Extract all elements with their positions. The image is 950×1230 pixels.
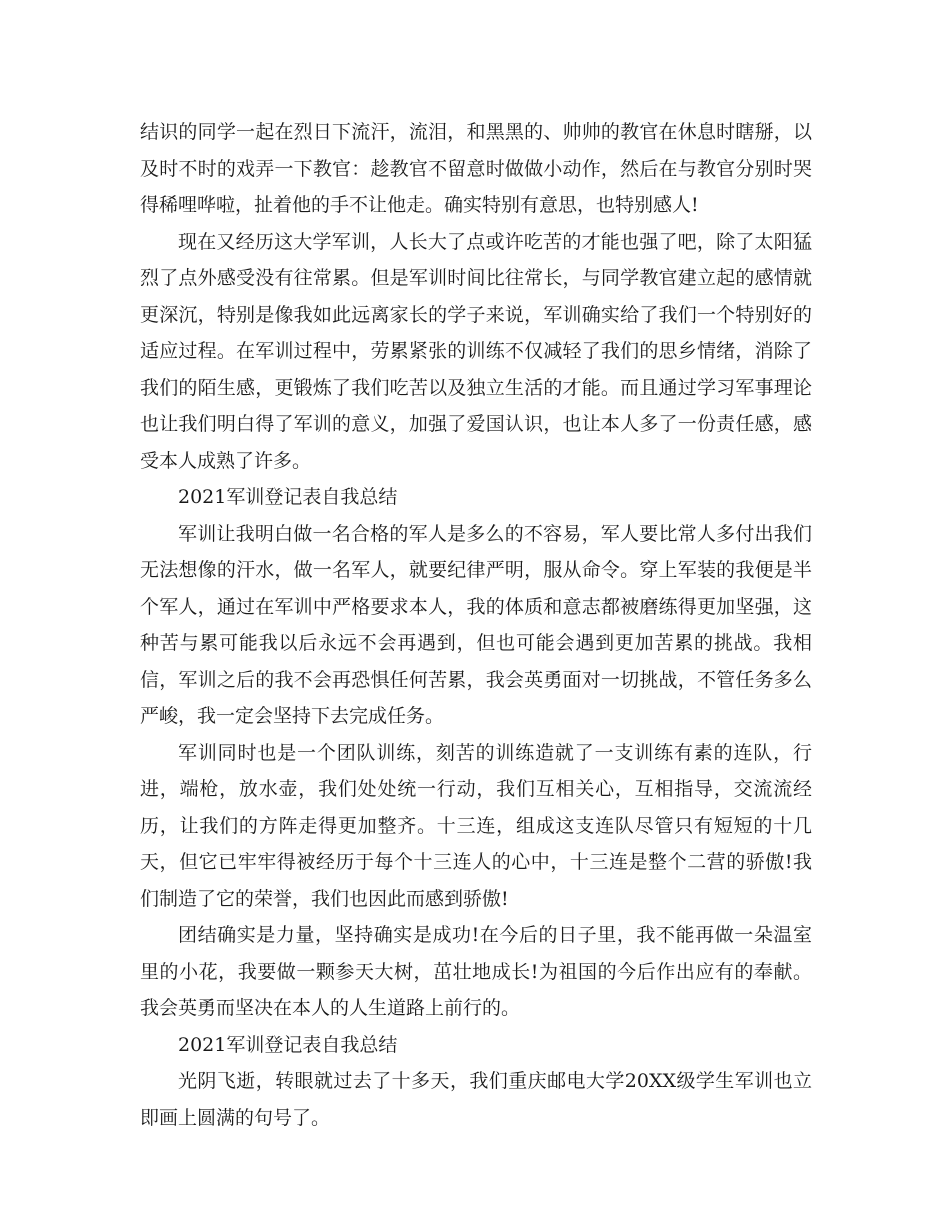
section-heading-2: 2021军训登记表自我总结: [178, 1033, 398, 1056]
paragraph-continuation: 结识的同学一起在烈日下流汗，流泪，和黑黑的、帅帅的教官在休息时瞎掰，以及时不时的戏弄一下教官：趁教官不留意时做做小动作，然后在与教官分别时哭得稀哩哗啦，扯着他的手不让他走。确实特别有意思，也特别感人!: [140, 121, 812, 216]
paragraph-qualified-soldier: 军训让我明白做一名合格的军人是多么的不容易，军人要比常人多付出我们无法想像的汗水，做一名军人，就要纪律严明，服从命令。穿上军装的我便是半个军人，通过在军训中严格要求本人，我的体质和意志都被磨练得更加坚强，这种苦与累可能我以后永远不会再遇到，但也可能会遇到更加苦累的挑战。我相信，军训之后的我不会再恐惧任何苦累，我会英勇面对一切挑战，不管任务多么严峻，我一定会坚持下去完成任务。: [140, 522, 812, 727]
section-heading-1: 2021军训登记表自我总结: [178, 486, 398, 508]
paragraph-unity-strength: 团结确实是力量，坚持确实是成功!在今后的日子里，我不能再做一朵温室里的小花，我要做一颗参天大树，茁壮地成长!为祖国的今后作出应有的奉献。我会英勇而坚决在本人的人生道路上前行的。: [140, 924, 812, 1019]
paragraph-university-training: 现在又经历这大学军训，人长大了点或许吃苦的才能也强了吧，除了太阳猛烈了点外感受没有往常累。但是军训时间比往常长，与同学教官建立起的感情就更深沉，特别是像我如此远离家长的学子来说，军训确实给了我们一个特别好的适应过程。在军训过程中，劳累紧张的训练不仅减轻了我们的思乡情绪，消除了我们的陌生感，更锻炼了我们吃苦以及独立生活的才能。而且通过学习军事理论也让我们明白得了军训的意义，加强了爱国认识，也让本人多了一份责任感，感受本人成熟了许多。: [140, 230, 812, 472]
paragraph-team-training: 军训同时也是一个团队训练，刻苦的训练造就了一支训练有素的连队，行进，端枪，放水壶，我们处处统一行动，我们互相关心，互相指导，交流流经历，让我们的方阵走得更加整齐。十三连，组成这支连队尽管只有短短的十几天，但它已牢牢得被经历于每个十三连人的心中，十三连是整个二营的骄傲!我们制造了它的荣誉，我们也因此而感到骄傲!: [140, 741, 812, 910]
document-body: [140, 114, 812, 1136]
paragraph-time-flies: 光阴飞逝，转眼就过去了十多天，我们重庆邮电大学20XX级学生军训也立即画上圆满的句号了。: [140, 1070, 812, 1129]
